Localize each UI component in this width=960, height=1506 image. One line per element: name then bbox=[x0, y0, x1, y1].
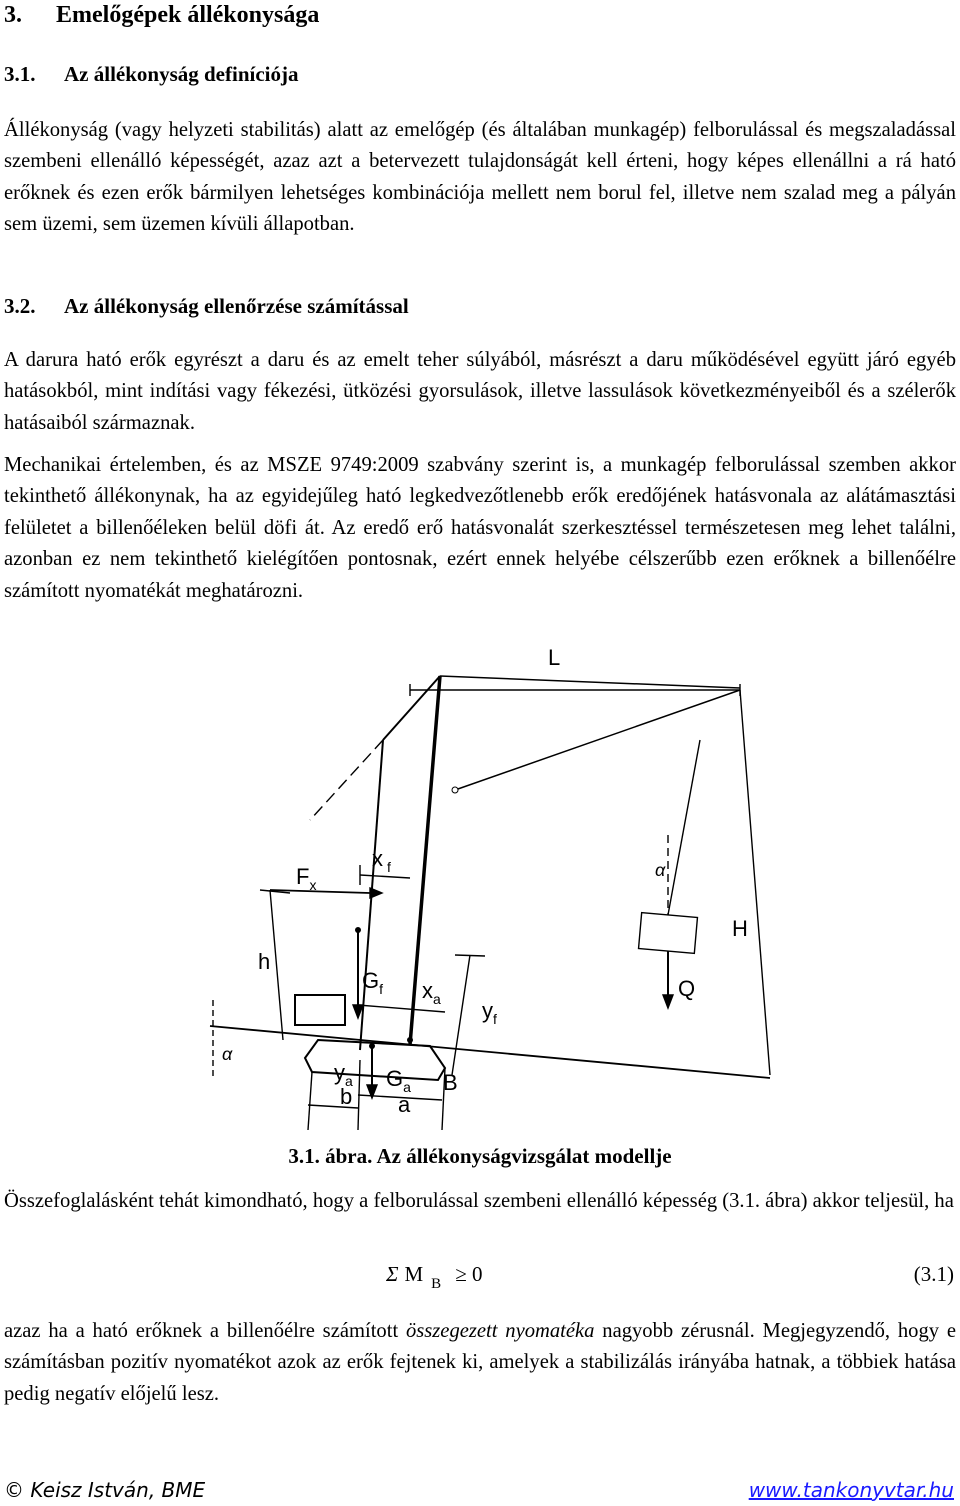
label-Q: Q bbox=[678, 976, 696, 1001]
chapter-title bbox=[4, 2, 319, 29]
boom-top bbox=[383, 676, 440, 740]
chapter-title-text: Emelőgépek állékonysága bbox=[56, 2, 320, 28]
emphasis-moment: összegezett nyomatéka bbox=[405, 1320, 595, 1342]
section-heading-1 bbox=[4, 62, 299, 87]
label-Gf: $G_f$ bbox=[362, 968, 384, 997]
figure-caption: 3.1. ábra. Az állékonyságvizsgálat modellje bbox=[288, 1144, 672, 1168]
label-L: L bbox=[548, 645, 561, 670]
label-alpha-left: α bbox=[222, 1044, 233, 1064]
paragraph-conclusion: azaz ha a ható erőknek a billenőélre számított összegezett nyomatéka nagyobb zérusnál. Megjegyzendő, hogy e számításban pozitív nyomatékot azok az erők fejtenek ki, amelyek a stabilizálás irányába hatnak, a többiek hatása pedig negatív előjelű lesz. bbox=[4, 1320, 956, 1405]
paragraph-forces: A darura ható erők egyrészt a daru és az emelt teher súlyából, másrészt a daru működésével együtt járó egyéb hatásokból, mint indítási vagy fékezési, ütközési gyorsulások, illetve lassulások következményeiből és a szélerők hatásaiból származnak. bbox=[4, 349, 956, 434]
label-Ga: $G_a$ bbox=[386, 1066, 411, 1095]
label-alpha-top: α bbox=[655, 860, 666, 880]
footer-link[interactable]: www.tankonyvtar.hu bbox=[748, 1478, 954, 1502]
dimension-H-line bbox=[740, 690, 770, 1075]
dimension-yf-line bbox=[452, 955, 470, 1075]
label-a: a bbox=[398, 1092, 411, 1117]
section-title-1: Az állékonyság definíciója bbox=[64, 62, 299, 86]
load-box bbox=[639, 913, 698, 954]
chapter-number: 3. bbox=[4, 2, 22, 28]
counterweight bbox=[295, 995, 345, 1025]
section-number-2: 3.2. bbox=[4, 294, 36, 318]
label-b: b bbox=[340, 1084, 353, 1109]
section-title-2: Az állékonyság ellenőrzése számítással bbox=[64, 294, 409, 318]
dimension-h-line bbox=[270, 890, 283, 1040]
equation-number: (3.1) bbox=[913, 1262, 954, 1286]
label-Fx: $F_x$ bbox=[296, 864, 317, 893]
label-h: h bbox=[258, 949, 271, 974]
paragraph-definition: Állékonyság (vagy helyzeti stabilitás) alatt az emelőgép (és általában munkagép) felborulással és megszaladással szembeni ellenálló képességét, azaz azt a betervezett tulajdonságát kell érteni, hogy képes ellenállni a rá ható erőknek és ezen erők bármilyen lehetséges kombinációja mellett nem borul fel, illetve nem szalad meg a pályán sem üzemi, sem üzemen kívüli állapotban. bbox=[4, 119, 956, 236]
boom-dash bbox=[310, 740, 383, 820]
boom-lower-chord bbox=[455, 690, 740, 790]
ground-line bbox=[210, 1026, 770, 1078]
label-ya: $y_a$ bbox=[334, 1060, 353, 1089]
paragraph-summary: Összefoglalásként tehát kimondható, hogy a felborulással szembeni ellenálló képesség (3.1. ábra) akkor teljesül, ha bbox=[4, 1190, 954, 1212]
equation-formula: Σ M $_B$ ≥ 0 bbox=[386, 1262, 483, 1292]
section-heading-2 bbox=[4, 294, 409, 319]
paragraph-mechanics: Mechanikai értelemben, és az MSZE 9749:2009 szabvány szerint is, a munkagép felborulással szemben akkor tekinthető állékonynak, ha az egyidejűleg ható legkedvezőtlenebb erők eredőjének hatásvonala az alátámasztási felületet a billenőéleken belül döfi át. Az eredő erő hatásvonalát szerkesztéssel természetesen meg lehet találni, azonban ez nem tekinthető kielégítően pontosnak, ezért ennek helyébe célszerűbb ezen erőknek a billenőélre számított nyomatékát meghatározni. bbox=[4, 454, 956, 602]
label-B: B bbox=[443, 1070, 458, 1095]
label-xa: $x_a$ bbox=[422, 978, 441, 1007]
label-xf: x $_f$ bbox=[372, 846, 391, 875]
label-yf: $y_f$ bbox=[482, 998, 497, 1027]
equation-3-1 bbox=[0, 1262, 960, 1294]
section-number-1: 3.1. bbox=[4, 62, 36, 86]
stability-model-figure bbox=[0, 640, 960, 1140]
hoist-rope bbox=[668, 740, 700, 915]
label-H: H bbox=[732, 916, 748, 941]
footer-author: © Keisz István, BME bbox=[4, 1478, 206, 1502]
boom-upper-chord bbox=[440, 676, 740, 688]
